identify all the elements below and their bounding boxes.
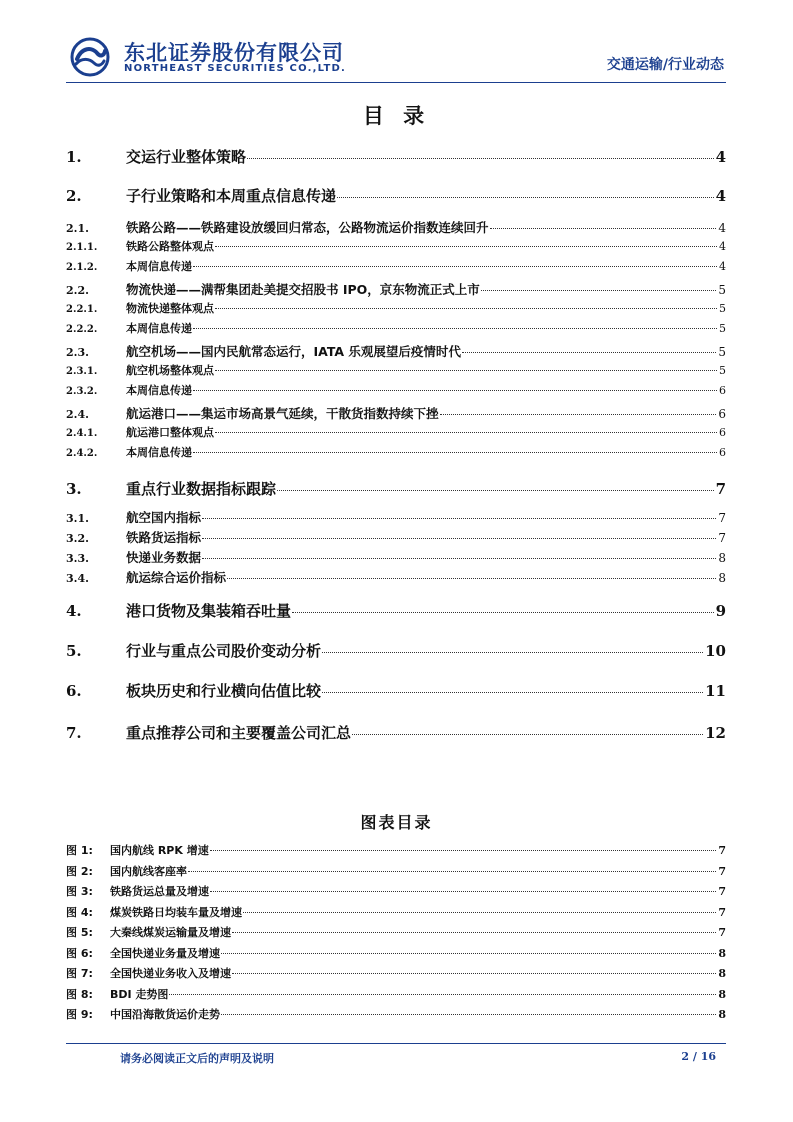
toc-entry-title: 重点行业数据指标跟踪 [126, 480, 277, 498]
figure-entry-number: 图 5: [66, 926, 93, 939]
figure-entry[interactable] [66, 904, 726, 920]
page-number: 2 / 16 [681, 1050, 716, 1063]
toc-entry-title: 航空机场整体观点 [126, 364, 214, 377]
toc-entry-page: 10 [705, 642, 726, 660]
toc-entry-page: 4 [715, 148, 726, 166]
header-divider [66, 82, 726, 83]
figure-entry-number: 图 1: [66, 844, 93, 857]
toc-entry-title: 重点推荐公司和主要覆盖公司汇总 [126, 724, 352, 742]
figure-entry-page: 7 [718, 885, 726, 898]
toc-entry-page: 4 [715, 187, 726, 205]
toc-entry-page: 6 [718, 407, 726, 421]
toc-leader-dots [215, 307, 717, 309]
toc-entry-title: 行业与重点公司股价变动分析 [126, 642, 322, 660]
figure-leader-dots [232, 972, 716, 974]
toc-entry-number: 1. [66, 148, 82, 166]
toc-entry[interactable] [66, 722, 726, 746]
toc-entry-page: 4 [719, 260, 726, 273]
toc-entry-title: 交运行业整体策略 [126, 148, 247, 166]
toc-entry[interactable] [66, 600, 726, 624]
toc-leader-dots [462, 351, 716, 353]
toc-leader-dots [352, 733, 703, 735]
figure-leader-dots [221, 952, 716, 954]
toc-leader-dots [490, 227, 717, 229]
toc-leader-dots [193, 451, 717, 453]
figure-entry-page: 7 [718, 844, 726, 857]
toc-entry-page: 9 [715, 602, 726, 620]
toc-entry[interactable] [66, 382, 726, 398]
toc-entry-title: 航空机场——国内民航常态运行，IATA 乐观展望后疫情时代 [126, 344, 461, 359]
company-name-cn: 东北证券股份有限公司 [124, 41, 344, 65]
toc-leader-dots [481, 289, 717, 291]
toc-leader-dots [193, 327, 717, 329]
toc-entry-title: 铁路货运指标 [126, 530, 202, 545]
toc-entry-title: 航运综合运价指标 [126, 570, 227, 585]
figure-entry-number: 图 2: [66, 864, 93, 878]
toc-entry-page: 6 [719, 384, 726, 397]
toc-leader-dots [277, 489, 714, 491]
figure-entry-number: 图 4: [66, 905, 93, 919]
figure-entry[interactable] [66, 924, 726, 940]
toc-entry-number: 2.3. [66, 346, 89, 359]
toc-entry[interactable] [66, 404, 726, 422]
footer-divider [66, 1043, 726, 1044]
toc-entry-page: 4 [718, 221, 726, 235]
toc-entry-page: 5 [719, 364, 726, 377]
toc-entry-page: 6 [719, 446, 726, 459]
toc-entry-number: 2.2.1. [66, 304, 98, 315]
toc-entry-number: 2.2. [66, 284, 89, 297]
toc-entry-title: 快递业务数据 [126, 550, 202, 565]
figure-leader-dots [221, 1013, 716, 1015]
toc-entry-number: 2.3.2. [66, 386, 98, 397]
figure-leader-dots [188, 870, 716, 872]
toc-entry-number: 6. [66, 682, 82, 700]
toc-entry-number: 2. [66, 187, 82, 205]
toc-entry[interactable] [66, 185, 726, 209]
northeast-securities-logo-icon [70, 37, 110, 77]
toc-entry-number: 7. [66, 724, 82, 742]
figure-entry-title: BDI 走势图 [110, 987, 169, 1001]
toc-entry-number: 2.4.2. [66, 448, 98, 459]
toc-leader-dots [193, 265, 717, 267]
figure-leader-dots [169, 993, 716, 995]
figure-entry-number: 图 9: [66, 1008, 93, 1021]
figure-entry-number: 图 7: [66, 967, 93, 980]
toc-entry-title: 本周信息传递 [126, 260, 192, 273]
figure-entry-page: 8 [718, 1008, 726, 1021]
toc-entry-number: 3. [66, 480, 82, 498]
toc-entry-number: 3.3. [66, 552, 89, 565]
figure-entry-page: 8 [718, 987, 726, 1001]
figure-leader-dots [210, 890, 716, 892]
toc-entry[interactable] [66, 342, 726, 360]
toc-entry[interactable] [66, 424, 726, 440]
toc-leader-dots [202, 537, 716, 539]
toc-entry-number: 3.1. [66, 512, 89, 525]
toc-entry-title: 子行业策略和本周重点信息传递 [126, 187, 337, 205]
toc-entry-title: 物流快递——满帮集团赴美提交招股书 IPO，京东物流正式上市 [126, 282, 480, 297]
toc-entry-number: 5. [66, 642, 82, 660]
figure-entry[interactable] [66, 883, 726, 899]
toc-entry-number: 2.2.2. [66, 324, 98, 335]
toc-entry-title: 铁路公路整体观点 [126, 240, 214, 253]
figure-entry[interactable] [66, 842, 726, 858]
toc-entry-page: 5 [719, 302, 726, 315]
toc-entry[interactable] [66, 258, 726, 274]
toc-entry-page: 4 [719, 240, 726, 253]
figure-entry-number: 图 8: [66, 987, 93, 1001]
report-category: 交通运输/行业动态 [606, 57, 724, 73]
toc-leader-dots [215, 431, 717, 433]
toc-entry[interactable] [66, 362, 726, 378]
figure-entry-title: 铁路货运总量及增速 [110, 885, 209, 898]
figure-entry-title: 全国快递业务量及增速 [110, 946, 220, 960]
toc-leader-dots [440, 413, 717, 415]
figure-entry[interactable] [66, 965, 726, 981]
toc-entry-page: 8 [718, 551, 726, 565]
figure-leader-dots [210, 849, 717, 851]
toc-entry-page: 7 [718, 531, 726, 545]
figure-entry-title: 国内航线客座率 [110, 864, 187, 878]
toc-entry-title: 航空国内指标 [126, 510, 202, 525]
figure-entry[interactable] [66, 945, 726, 961]
toc-leader-dots [227, 577, 716, 579]
toc-entry[interactable] [66, 528, 726, 546]
toc-leader-dots [202, 517, 716, 519]
footer-disclaimer: 请务必阅读正文后的声明及说明 [120, 1052, 274, 1065]
figure-entry[interactable] [66, 986, 726, 1002]
toc-leader-dots [215, 245, 717, 247]
toc-entry-number: 2.1.1. [66, 242, 98, 253]
figure-entry-number: 图 6: [66, 946, 93, 960]
toc-entry[interactable] [66, 508, 726, 526]
toc-leader-dots [322, 651, 703, 653]
toc-entry[interactable] [66, 320, 726, 336]
toc-entry[interactable] [66, 444, 726, 460]
toc-entry-title: 航运港口——集运市场高景气延续，干散货指数持续下挫 [126, 406, 439, 421]
figure-entry-page: 7 [718, 864, 726, 878]
toc-leader-dots [322, 691, 703, 693]
toc-entry-title: 铁路公路——铁路建设放缓回归常态，公路物流运价指数连续回升 [126, 220, 489, 235]
toc-entry[interactable] [66, 478, 726, 502]
toc-leader-dots [292, 611, 714, 613]
figure-entry-number: 图 3: [66, 885, 93, 898]
toc-entry-page: 8 [718, 571, 726, 585]
toc-entry-page: 12 [705, 724, 726, 742]
toc-entry-number: 2.3.1. [66, 366, 98, 377]
toc-leader-dots [247, 157, 714, 159]
toc-entry-page: 5 [718, 283, 726, 297]
toc-entry-title: 港口货物及集装箱吞吐量 [126, 602, 292, 620]
toc-leader-dots [193, 389, 717, 391]
toc-entry-title: 物流快递整体观点 [126, 302, 214, 315]
toc-entry[interactable] [66, 238, 726, 254]
toc-entry-page: 7 [715, 480, 726, 498]
toc-entry-title: 本周信息传递 [126, 384, 192, 397]
figure-leader-dots [232, 931, 716, 933]
page-header [66, 33, 726, 81]
toc-entry-number: 2.1. [66, 222, 89, 235]
toc-entry-title: 航运港口整体观点 [126, 426, 214, 439]
toc-entry[interactable] [66, 640, 726, 664]
toc-entry-title: 本周信息传递 [126, 446, 192, 459]
toc-entry-page: 7 [718, 511, 726, 525]
toc-entry[interactable] [66, 680, 726, 704]
toc-leader-dots [337, 196, 714, 198]
toc-title: 目 录 [362, 104, 431, 128]
figure-entry-page: 8 [718, 967, 726, 980]
toc-entry-number: 2.4. [66, 408, 89, 421]
toc-entry-page: 6 [719, 426, 726, 439]
toc-entry-number: 2.4.1. [66, 428, 98, 439]
toc-entry-number: 2.1.2. [66, 262, 98, 273]
toc-leader-dots [202, 557, 716, 559]
toc-entry-title: 板块历史和行业横向估值比较 [126, 682, 322, 700]
figure-entry-page: 7 [718, 905, 726, 919]
toc-entry-number: 3.4. [66, 572, 89, 585]
toc-entry-title: 本周信息传递 [126, 322, 192, 335]
toc-entry[interactable] [66, 548, 726, 566]
figure-entry-page: 7 [718, 926, 726, 939]
figure-entry-title: 大秦线煤炭运输量及增速 [110, 926, 231, 939]
toc-entry-page: 5 [719, 322, 726, 335]
figure-entry[interactable] [66, 1006, 726, 1022]
toc-entry-page: 5 [718, 345, 726, 359]
company-name-en: NORTHEAST SECURITIES CO.,LTD. [124, 63, 347, 74]
figure-entry-title: 中国沿海散货运价走势 [110, 1008, 220, 1021]
toc-entry[interactable] [66, 280, 726, 298]
figure-entry-title: 国内航线 RPK 增速 [110, 844, 209, 857]
figure-list-title: 图表目录 [360, 813, 433, 832]
toc-entry[interactable] [66, 218, 726, 236]
toc-entry-page: 11 [705, 682, 726, 700]
toc-entry[interactable] [66, 146, 726, 170]
figure-entry-page: 8 [718, 946, 726, 960]
figure-entry-title: 全国快递业务收入及增速 [110, 967, 231, 980]
toc-entry[interactable] [66, 300, 726, 316]
toc-leader-dots [215, 369, 717, 371]
figure-entry[interactable] [66, 863, 726, 879]
figure-entry-title: 煤炭铁路日均装车量及增速 [110, 905, 242, 919]
figure-leader-dots [243, 911, 716, 913]
toc-entry-number: 3.2. [66, 532, 89, 545]
toc-entry[interactable] [66, 568, 726, 586]
toc-entry-number: 4. [66, 602, 82, 620]
